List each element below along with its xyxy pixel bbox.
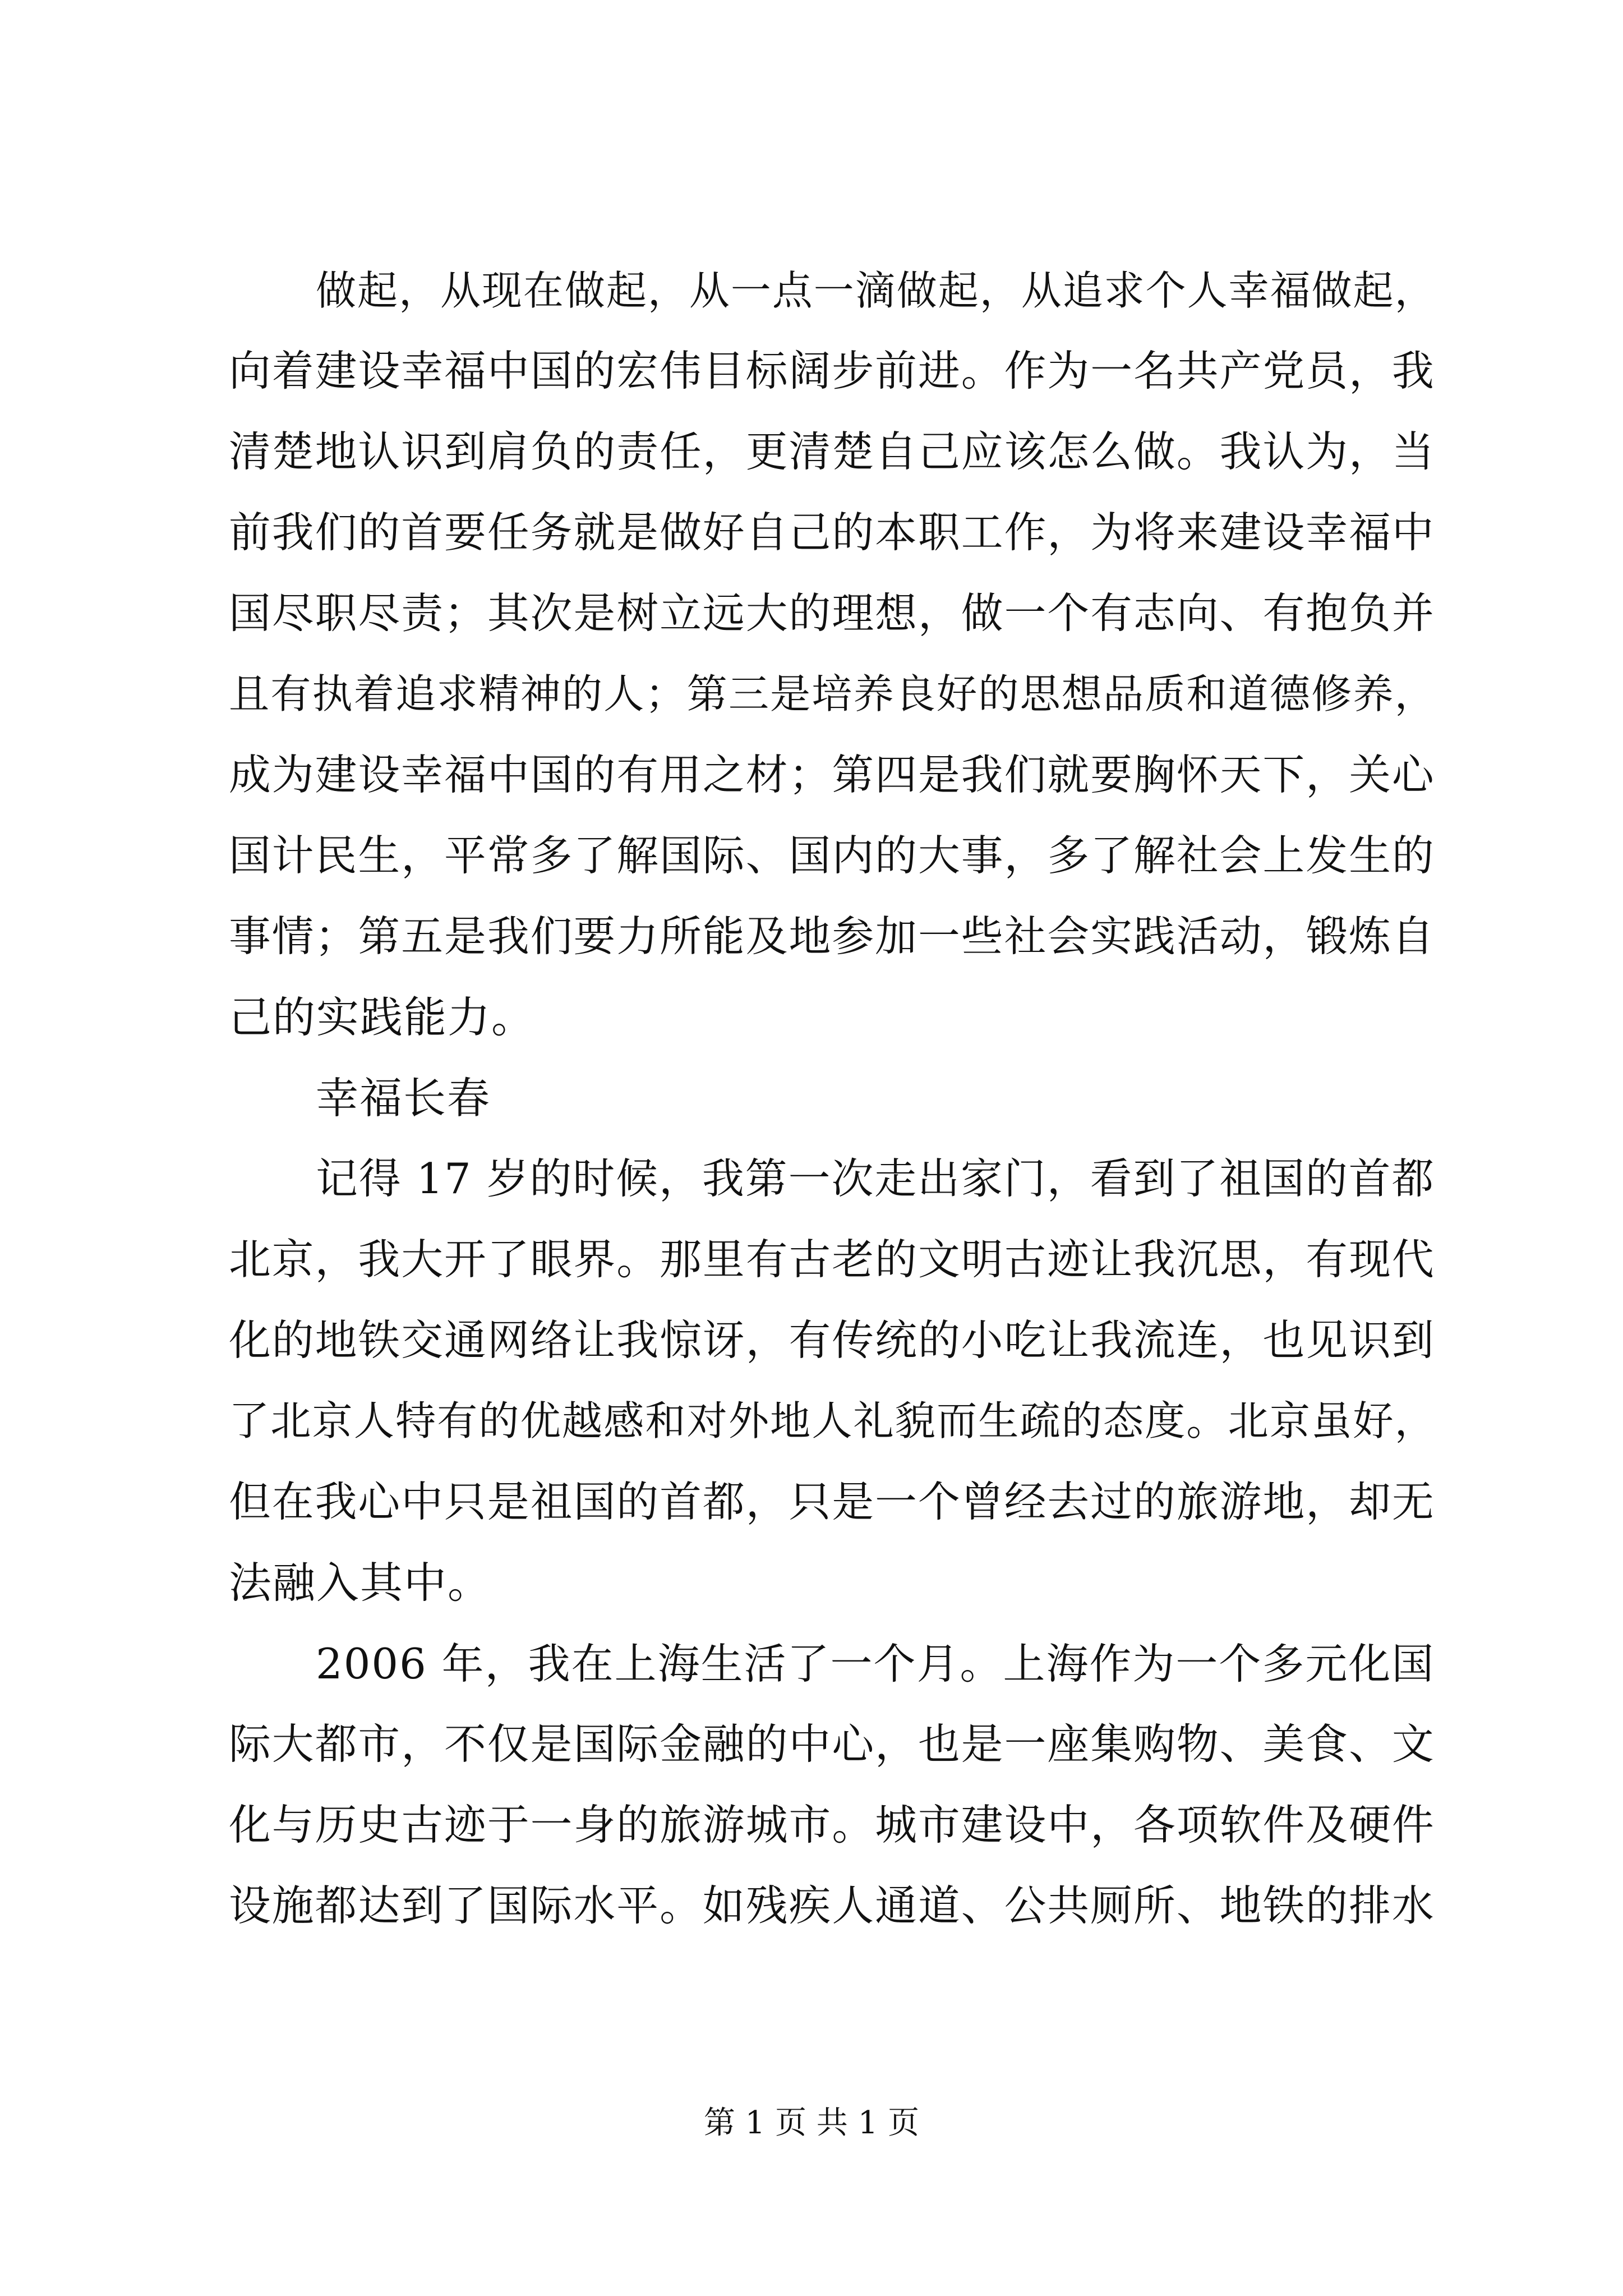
text-line: 化的地铁交通网络让我惊讶，有传统的小吃让我流连，也见识到 (229, 1316, 1435, 1365)
text-line: 但在我心中只是祖国的首都，只是一个曾经去过的旅游地，却无 (229, 1478, 1435, 1526)
text-line: 北京，我大开了眼界。那里有古老的文明古迹让我沉思，有现代 (229, 1235, 1435, 1284)
text-line: 前我们的首要任务就是做好自己的本职工作，为将来建设幸福中 (229, 508, 1435, 557)
text-line: 记得 17 岁的时候，我第一次走出家门，看到了祖国的首都 (316, 1154, 1435, 1203)
text-line: 且有执着追求精神的人；第三是培养良好的思想品质和道德修养， (229, 671, 1436, 718)
text-line: 清楚地认识到肩负的责任，更清楚自己应该怎么做。我认为，当 (229, 427, 1435, 476)
text-line: 设施都达到了国际水平。如残疾人通道、公共厕所、地铁的排水 (229, 1881, 1435, 1930)
text-line: 化与历史古迹于一身的旅游城市。城市建设中，各项软件及硬件 (229, 1801, 1435, 1849)
text-line: 事情；第五是我们要力所能及地参加一些社会实践活动，锻炼自 (229, 912, 1435, 961)
text-line: 2006 年，我在上海生活了一个月。上海作为一个多元化国 (316, 1639, 1435, 1688)
text-line: 向着建设幸福中国的宏伟目标阔步前进。作为一名共产党员，我 (229, 347, 1435, 395)
text-line: 际大都市，不仅是国际金融的中心，也是一座集购物、美食、文 (229, 1720, 1435, 1769)
document-body (229, 250, 1435, 1947)
text-line: 法融入其中。 (229, 1558, 491, 1608)
text-line: 成为建设幸福中国的有用之材；第四是我们就要胸怀天下，关心 (229, 751, 1435, 799)
text-line: 做起，从现在做起，从一点一滴做起，从追求个人幸福做起， (316, 267, 1436, 314)
text-line: 幸福长春 (316, 1073, 491, 1123)
page-footer: 第 1 页 共 1 页 (703, 2105, 920, 2141)
text-line: 国尽职尽责；其次是树立远大的理想，做一个有志向、有抱负并 (229, 589, 1435, 638)
text-line: 己的实践能力。 (229, 992, 535, 1042)
text-line: 了北京人特有的优越感和对外地人礼貌而生疏的态度。北京虽好， (229, 1398, 1436, 1445)
text-line: 国计民生，平常多了解国际、国内的大事，多了解社会上发生的 (229, 831, 1435, 880)
